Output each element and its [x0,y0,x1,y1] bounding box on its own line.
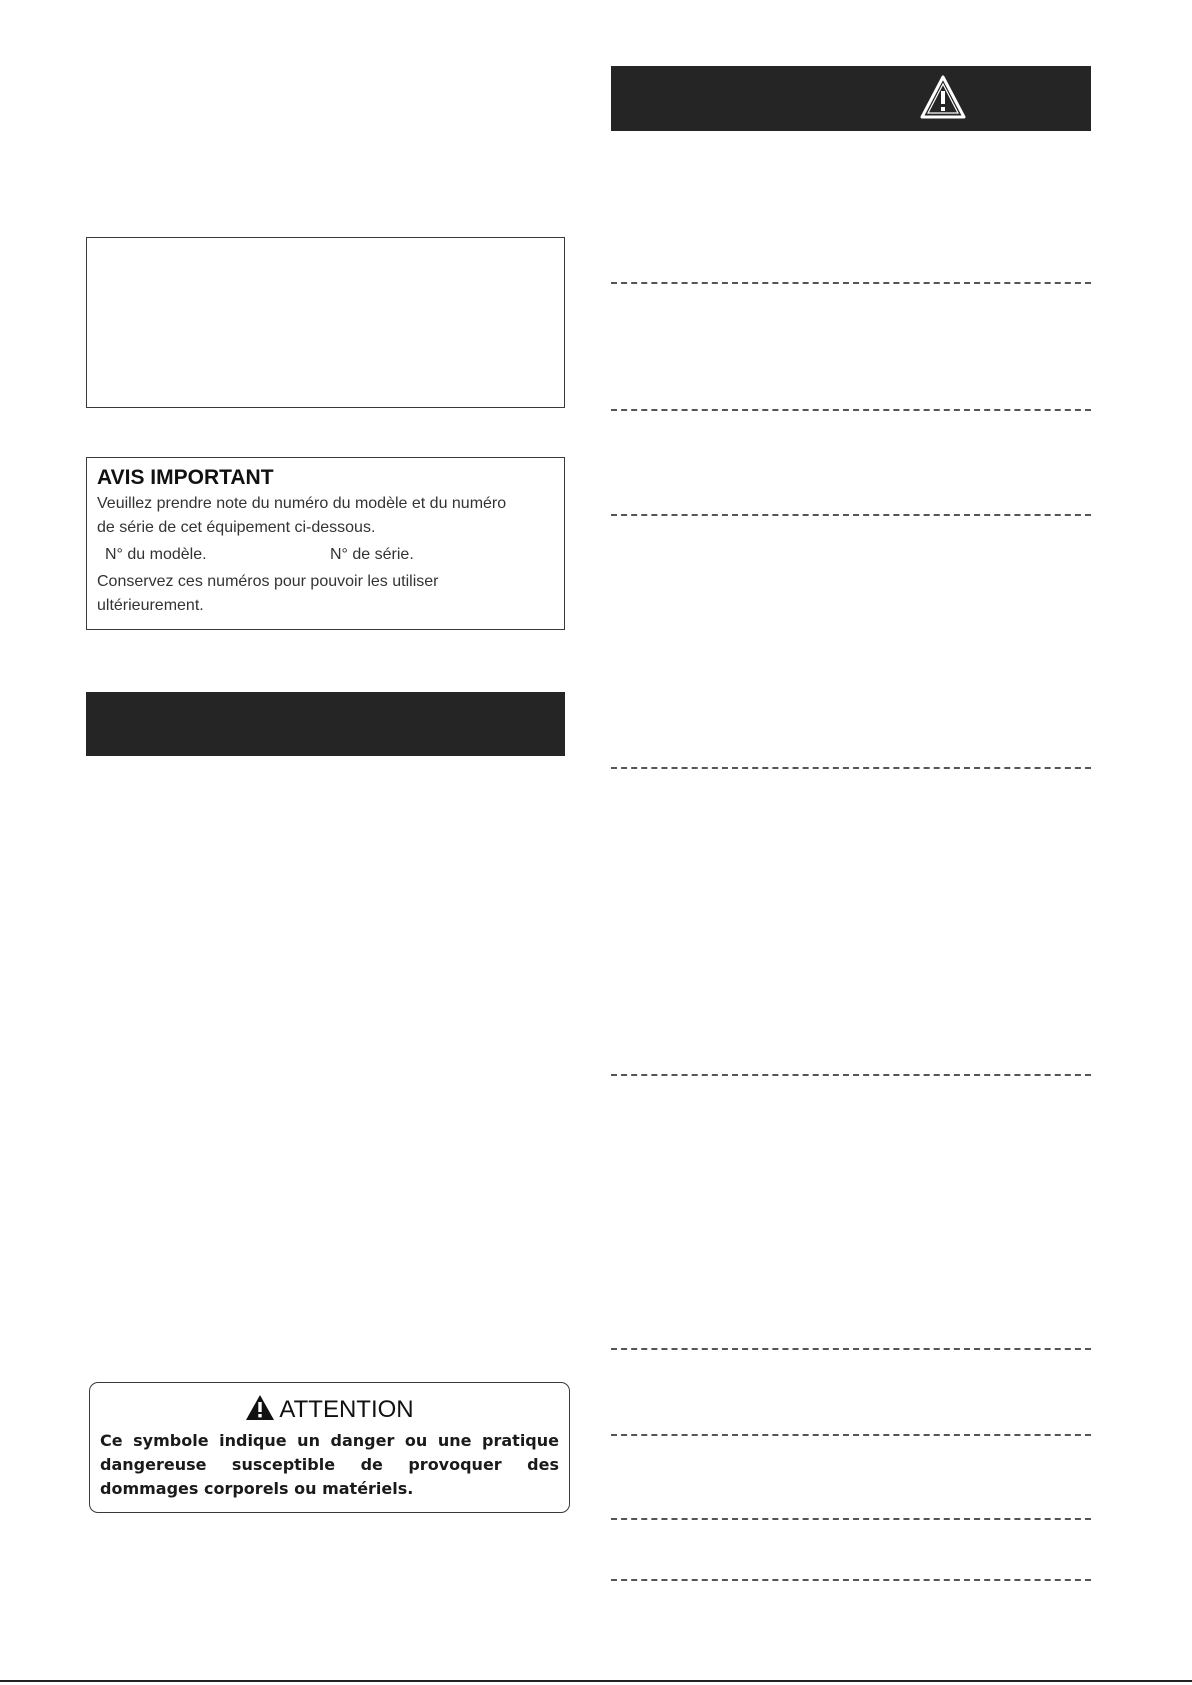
dashed-separator-5 [611,1074,1091,1076]
section-header-bar-left [86,692,565,756]
serial-number-label: N° de série. [330,546,414,563]
dashed-separator-6 [611,1348,1091,1350]
important-notice-line-3: Conservez ces numéros pour pouvoir les utiliser [97,573,439,590]
section-header-bar-right [611,66,1091,131]
dashed-separator-8 [611,1518,1091,1520]
attention-header [100,1393,559,1427]
blank-info-box [86,237,565,408]
important-notice-box [86,457,565,630]
important-notice-line-1: Veuillez prendre note du numéro du modèle et du numéro [97,495,507,512]
attention-title: ATTENTION [279,1396,414,1423]
important-notice-fields [97,540,554,570]
page-footer-rule [0,1680,1192,1682]
attention-box [89,1382,570,1513]
dashed-separator-9 [611,1579,1091,1581]
attention-text: Ce symbole indique un danger ou une pratique dangereuse susceptible de provoquer des dommages corporels ou matériels. [100,1431,559,1498]
dashed-separator-2 [611,409,1091,411]
dashed-separator-7 [611,1434,1091,1436]
warning-triangle-filled-icon [245,1394,275,1421]
dashed-separator-4 [611,767,1091,769]
warning-triangle-icon [919,74,967,120]
dashed-separator-3 [611,514,1091,516]
model-number-label: N° du modèle. [105,546,207,563]
dashed-separator-1 [611,282,1091,284]
important-notice-line-2: de série de cet équipement ci-dessous. [97,519,376,536]
important-notice-line-4: ultérieurement. [97,597,204,614]
important-notice-title: AVIS IMPORTANT [97,466,274,489]
